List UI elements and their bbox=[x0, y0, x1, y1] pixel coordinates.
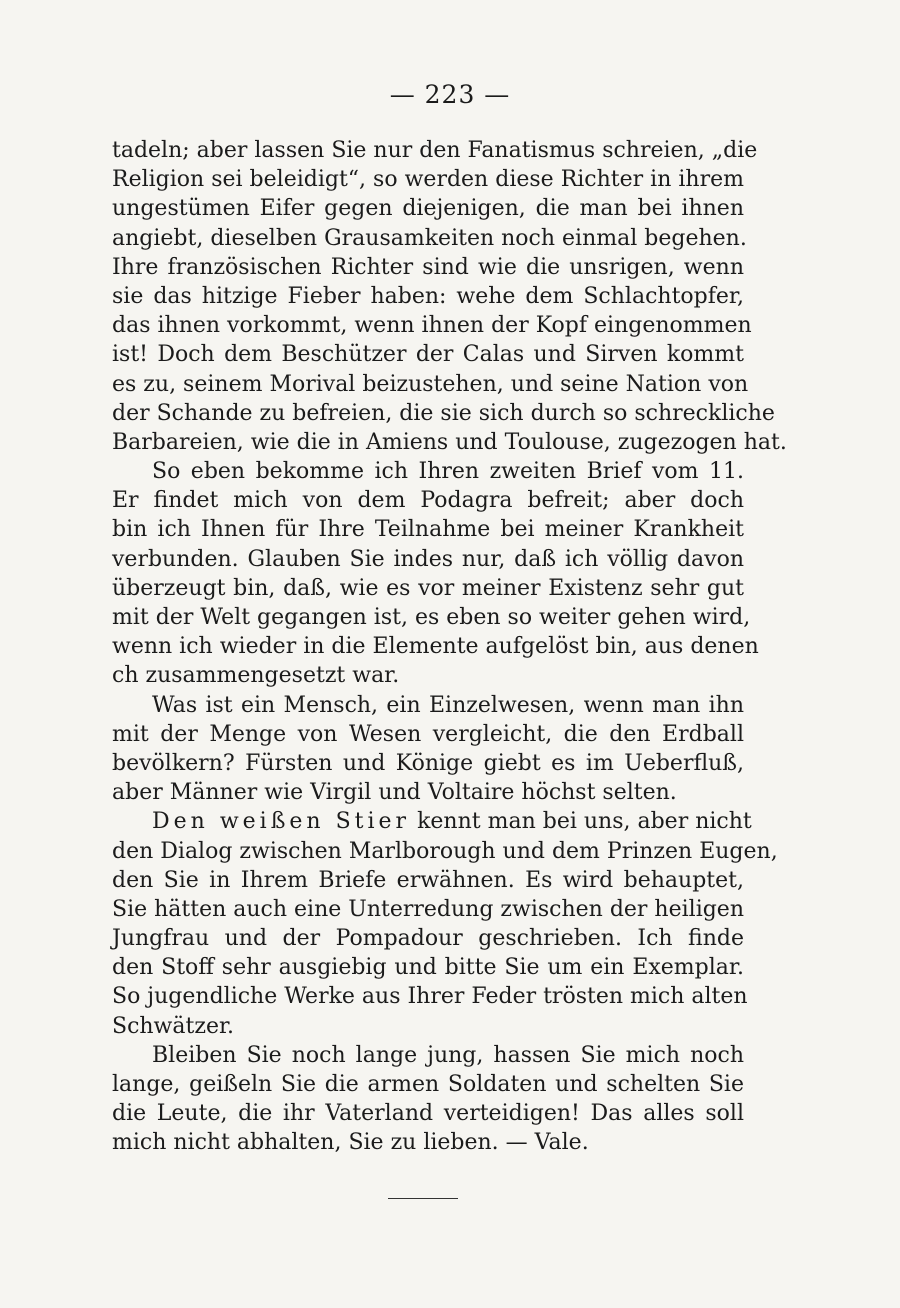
text-line: bevölkern? Fürsten und Könige giebt es im Ueberfluß, bbox=[112, 750, 744, 776]
letter-body bbox=[112, 136, 787, 1158]
text-line: lange, geißeln Sie die armen Soldaten und schelten Sie bbox=[112, 1072, 744, 1097]
text-line: Den weißen Stier kennt man bei uns, aber nicht bbox=[152, 809, 752, 835]
text-line: Jungfrau und der Pompadour geschrieben. Ich finde bbox=[112, 926, 744, 952]
text-line: überzeugt bin, daß, wie es vor meiner Existenz sehr gut bbox=[112, 575, 744, 601]
text-line: Barbareien, wie die in Amiens und Toulouse, zugezogen hat. bbox=[112, 429, 787, 455]
text-line: So eben bekomme ich Ihren zweiten Brief vom 11. bbox=[152, 459, 744, 485]
text-line: der Schande zu befreien, die sie sich durch so schreckliche bbox=[112, 400, 775, 426]
text-line: es zu, seinem Morival beizustehen, und seine Nation von bbox=[112, 371, 749, 397]
text-line: sie das hitzige Fieber haben: wehe dem Schlachtopfer, bbox=[112, 283, 744, 309]
text-line: die Leute, die ihr Vaterland verteidigen! Das alles soll bbox=[112, 1101, 744, 1127]
text-line: ch zusammengesetzt war. bbox=[112, 663, 400, 689]
text-line: angiebt, dieselben Grausamkeiten noch einmal begehen. bbox=[112, 225, 747, 251]
text-line: Er findet mich von dem Podagra befreit; aber doch bbox=[112, 488, 744, 514]
text-line: mit der Menge von Wesen vergleicht, die den Erdball bbox=[112, 721, 744, 747]
text-line: mit der Welt gegangen ist, es eben so weiter gehen wird, bbox=[112, 605, 751, 630]
text-line: verbunden. Glauben Sie indes nur, daß ich völlig davon bbox=[112, 546, 744, 572]
page-number-header: — 223 — bbox=[389, 80, 511, 109]
text-line: Bleiben Sie noch lange jung, hassen Sie mich noch bbox=[152, 1042, 744, 1068]
text-line: Schwätzer. bbox=[112, 1013, 235, 1039]
text-line: ungestümen Eifer gegen diejenigen, die man bei ihnen bbox=[112, 196, 744, 222]
emphasized-title: Den weißen Stier bbox=[152, 809, 411, 835]
text-line: ist! Doch dem Beschützer der Calas und Sirven kommt bbox=[112, 342, 744, 368]
text-line: So jugendliche Werke aus Ihrer Feder trösten mich alten bbox=[112, 984, 748, 1010]
end-divider bbox=[388, 1198, 458, 1199]
text-line: aber Männer wie Virgil und Voltaire höchst selten. bbox=[112, 780, 677, 806]
text-line: Religion sei beleidigt“, so werden diese Richter in ihrem bbox=[112, 167, 744, 193]
text-line: den Dialog zwischen Marlborough und dem Prinzen Eugen, bbox=[112, 838, 778, 864]
text-line: den Sie in Ihrem Briefe erwähnen. Es wird behauptet, bbox=[112, 867, 744, 893]
text-line: mich nicht abhalten, Sie zu lieben. — Vale. bbox=[112, 1130, 589, 1156]
text-line: Ihre französischen Richter sind wie die unsrigen, wenn bbox=[112, 254, 744, 280]
text-line: wenn ich wieder in die Elemente aufgelöst bin, aus denen bbox=[112, 634, 759, 660]
text-line: bin ich Ihnen für Ihre Teilnahme bei meiner Krankheit bbox=[112, 517, 744, 543]
text-line: Sie hätten auch eine Unterredung zwischen der heiligen bbox=[112, 896, 744, 922]
text-line: das ihnen vorkommt, wenn ihnen der Kopf eingenommen bbox=[112, 313, 752, 339]
text-line: Was ist ein Mensch, ein Einzelwesen, wenn man ihn bbox=[152, 692, 744, 718]
text-line: den Stoff sehr ausgiebig und bitte Sie um ein Exemplar. bbox=[112, 955, 744, 981]
text-line: tadeln; aber lassen Sie nur den Fanatismus schreien, „die bbox=[112, 138, 758, 163]
